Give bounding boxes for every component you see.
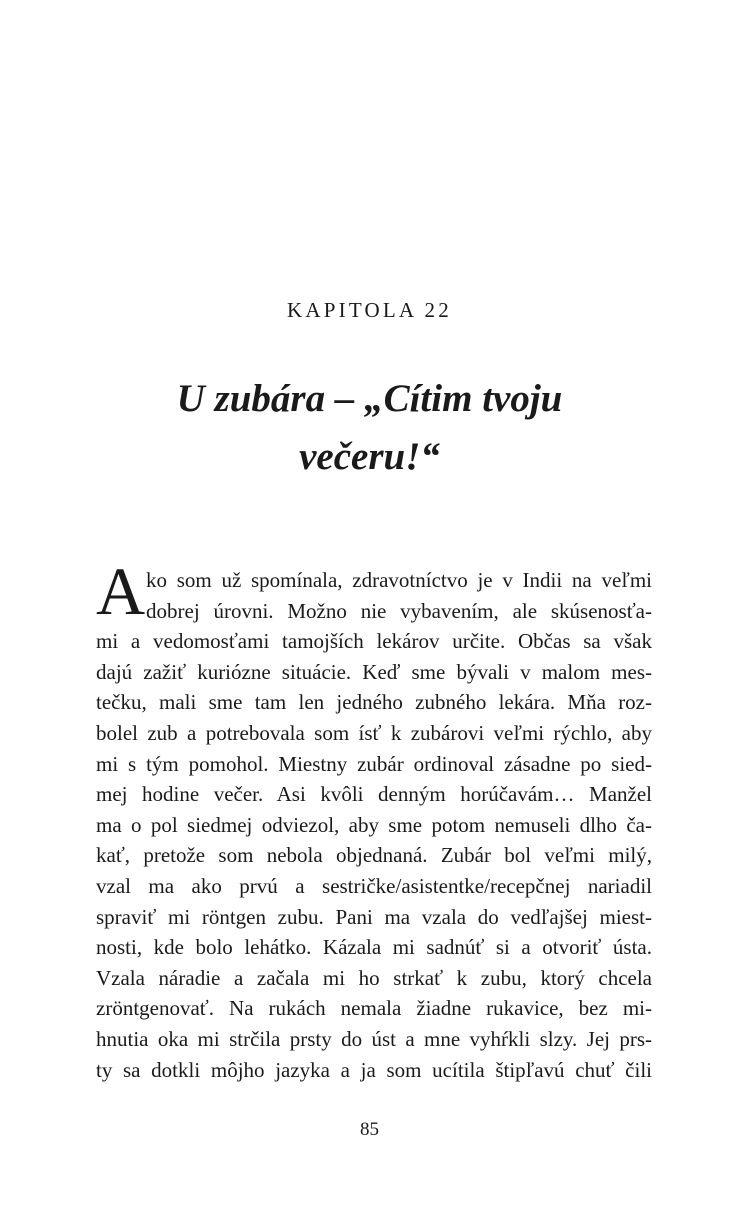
text-line: mi s tým pomohol. Miestny zubár ordinoval zásadne po sied- bbox=[96, 751, 652, 776]
text-line: nosti, kde bolo lehátko. Kázala mi sadnúť si a otvoriť ústa. bbox=[96, 935, 652, 960]
text-line: ma o pol siedmej odviezol, aby sme potom nemuseli dlho ča- bbox=[96, 812, 652, 837]
text-line: mej hodine večer. Asi kvôli denným horúčavám… Manžel bbox=[96, 782, 652, 807]
text-line: kať, pretože som nebola objednaná. Zubár bol veľmi milý, bbox=[96, 843, 652, 868]
chapter-title bbox=[0, 370, 739, 486]
text-line: bolel zub a potrebovala som ísť k zubárovi veľmi rýchlo, aby bbox=[96, 720, 652, 745]
page-number: 85 bbox=[360, 1119, 379, 1140]
text-line: ty sa dotkli môjho jazyka a ja som ucítila štipľavú chuť čili bbox=[96, 1057, 652, 1082]
chapter-label: KAPITOLA 22 bbox=[287, 298, 452, 322]
text-line: dobrej úrovni. Možno nie vybavením, ale skúsenosťa- bbox=[146, 598, 652, 623]
text-line: spraviť mi röntgen zubu. Pani ma vzala do vedľajšej miest- bbox=[96, 904, 652, 929]
text-line: tečku, mali sme tam len jedného zubného lekára. Mňa roz- bbox=[96, 690, 652, 715]
text-line: Vzala náradie a začala mi ho strkať k zubu, ktorý chcela bbox=[96, 965, 652, 990]
text-line: ko som už spomínala, zdravotníctvo je v Indii na veľmi bbox=[146, 568, 652, 592]
text-line: vzal ma ako prvú a sestričke/asistentke/recepčnej nariadil bbox=[96, 873, 652, 898]
text-line: zröntgenovať. Na rukách nemala žiadne rukavice, bez mi- bbox=[96, 996, 652, 1021]
body-text bbox=[96, 553, 652, 1085]
text-line: mi a vedomosťami tamojších lekárov určite. Občas sa však bbox=[96, 629, 652, 654]
chapter-title-line-1: U zubára – „Cítim tvoju bbox=[176, 377, 563, 420]
text-line: hnutia oka mi strčila prsty do úst a mne vyhŕkli slzy. Jej prs- bbox=[96, 1026, 652, 1051]
text-line: dajú zažiť kuriózne situácie. Keď sme bývali v malom mes- bbox=[96, 659, 652, 684]
drop-cap: A bbox=[96, 553, 146, 629]
chapter-title-line-2: večeru!“ bbox=[299, 435, 440, 478]
